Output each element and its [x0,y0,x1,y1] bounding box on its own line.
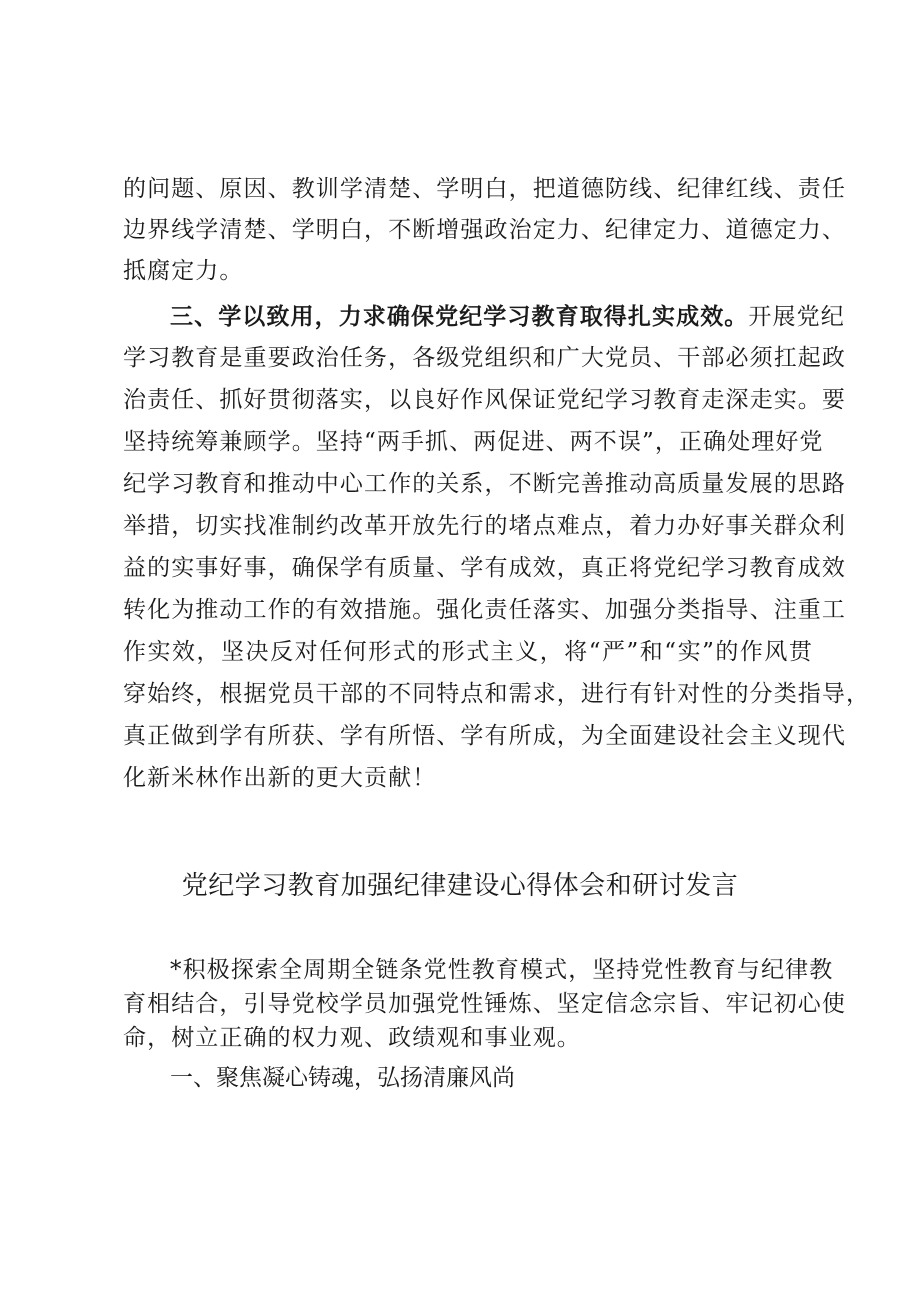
paragraph-line: 转化为推动工作的有效措施。强化责任落实、加强分类指导、注重工 [123,597,846,623]
paragraph-line: 抵腐定力。 [123,258,244,284]
paragraph-line: 边界线学清楚、学明白，不断增强政治定力、纪律定力、道德定力、 [123,217,846,243]
paragraph-line: *积极探索全周期全链条党性教育模式，坚持党性教育与纪律教 [170,957,834,983]
paragraph-line: 真正做到学有所获、学有所悟、学有所成，为全面建设社会主义现代 [123,723,846,749]
section-three-first-line-rest: 开展党纪 [748,304,845,330]
paragraph-line: 纪学习教育和推动中心工作的关系，不断完善推动高质量发展的思路 [123,471,846,497]
paragraph-line: 治责任、抓好贯彻落实，以良好作风保证党纪学习教育走深走实。要 [123,387,846,413]
paragraph-line: 作实效，坚决反对任何形式的形式主义，将“严”和“实”的作风贯 [123,639,813,665]
paragraph-line: 命，树立正确的权力观、政绩观和事业观。 [123,1025,581,1051]
paragraph-line: 育相结合，引导党校学员加强党性锤炼、坚定信念宗旨、牢记初心使 [123,991,846,1017]
paragraph-line: 益的实事好事，确保学有质量、学有成效，真正将党纪学习教育成效 [123,555,846,581]
paragraph-line: 的问题、原因、教训学清楚、学明白，把道德防线、纪律红线、责任 [123,176,846,202]
paragraph-line: 举措，切实找准制约改革开放先行的堵点难点，着力办好事关群众利 [123,513,846,539]
paragraph-line: 化新米林作出新的更大贡献！ [123,765,437,791]
article-title: 党纪学习教育加强纪律建设心得体会和研讨发言 [181,871,739,901]
paragraph-line: 坚持统筹兼顾学。坚持“两手抓、两促进、两不误”，正确处理好党 [123,429,824,455]
section-one-heading: 一、聚焦凝心铸魂，弘扬清廉风尚 [170,1065,515,1091]
paragraph-line: 学习教育是重要政治任务，各级党组织和广大党员、干部必须扛起政 [123,345,846,371]
section-three-heading: 三、学以致用，力求确保党纪学习教育取得扎实成效。 [170,304,749,330]
paragraph-line: 穿始终，根据党员干部的不同特点和需求，进行有针对性的分类指导， [123,681,871,707]
section-three-first-line [170,302,845,332]
